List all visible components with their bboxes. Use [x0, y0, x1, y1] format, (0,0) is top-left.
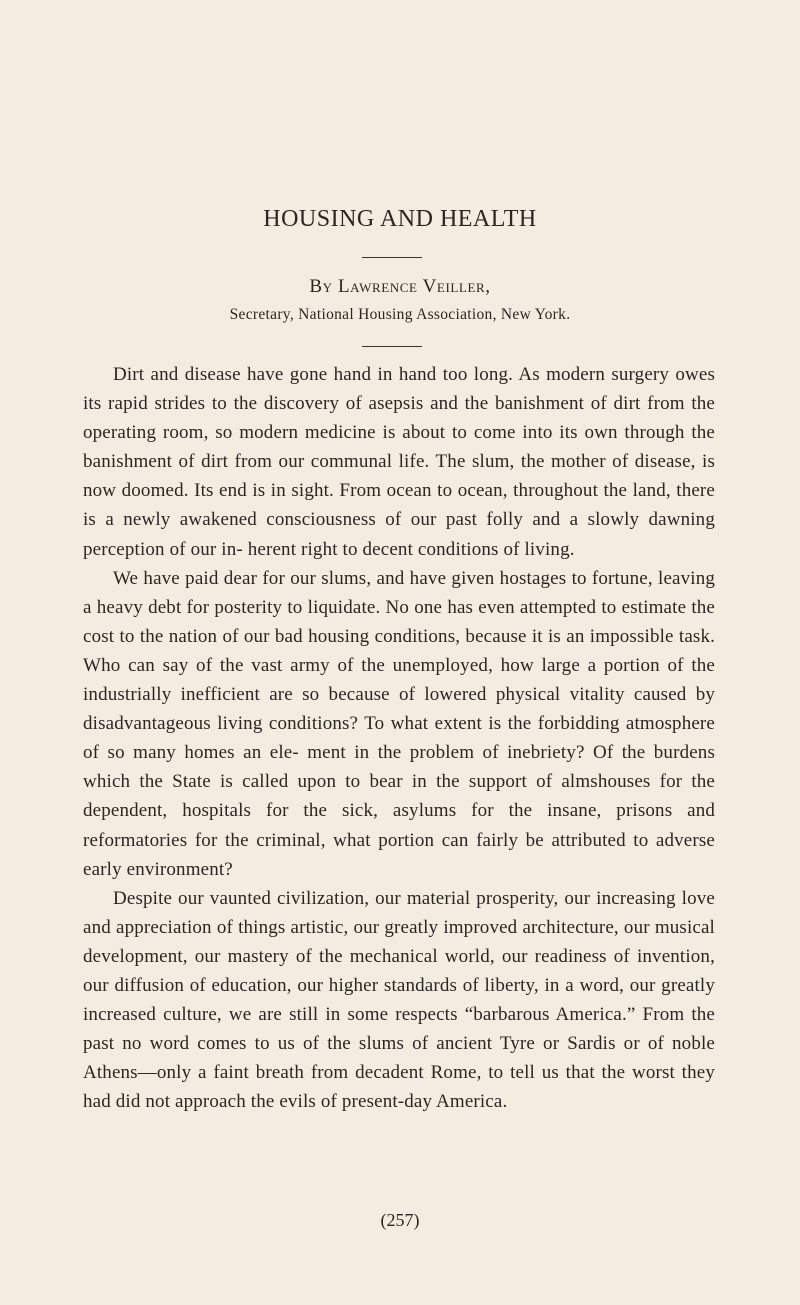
article-body [83, 360, 715, 1116]
author-byline: By Lawrence Veiller, [309, 276, 491, 297]
page-number: (257) [380, 1210, 420, 1230]
author-affiliation: Secretary, National Housing Association, New York. [229, 306, 571, 323]
article-title: HOUSING AND HEALTH [263, 206, 537, 232]
paragraph-1: Dirt and disease have gone hand in hand too long. As modern surgery owes its rapid strides to the discovery of asepsis and the banishment of dirt from the operating room, so modern medicine is about to come into its own through the banishment of dirt from our communal life. The slum, the mother of disease, is now doomed. Its end is in sight. From ocean to ocean, throughout the land, there is a newly awakened consciousness of our past folly and a slowly dawning perception of our in- herent right to decent conditions of living. [83, 364, 715, 560]
paragraph-3: Despite our vaunted civilization, our material prosperity, our increasing love and appreciation of things artistic, our greatly improved architecture, our musical development, our mastery of the mechanical world, our readiness of invention, our diffusion of education, our higher standards of liberty, in a word, our greatly increased culture, we are still in some respects “barbarous America.” From the past no word comes to us of the slums of ancient Tyre or Sardis or of noble Athens—only a faint breath from decadent Rome, to tell us that the worst they had did not approach the evils of present-day America. [83, 887, 715, 1113]
title-divider [362, 257, 422, 258]
paragraph-2: We have paid dear for our slums, and have given hostages to fortune, leaving a heavy debt for posterity to liquidate. No one has even attempted to estimate the cost to the nation of our bad housing conditions, because it is an impossible task. Who can say of the vast army of the unemployed, how large a portion of the industrially inefficient are so because of lowered physical vitality caused by disadvantageous living conditions? To what extent is the forbidding atmosphere of so many homes an ele- ment in the problem of inebriety? Of the burdens which the State is called upon to bear in the support of almshouses for the dependent, hospitals for the sick, asylums for the insane, prisons and reformatories for the criminal, what portion can fairly be attributed to adverse early environment? [83, 567, 715, 880]
byline-divider [362, 346, 422, 347]
